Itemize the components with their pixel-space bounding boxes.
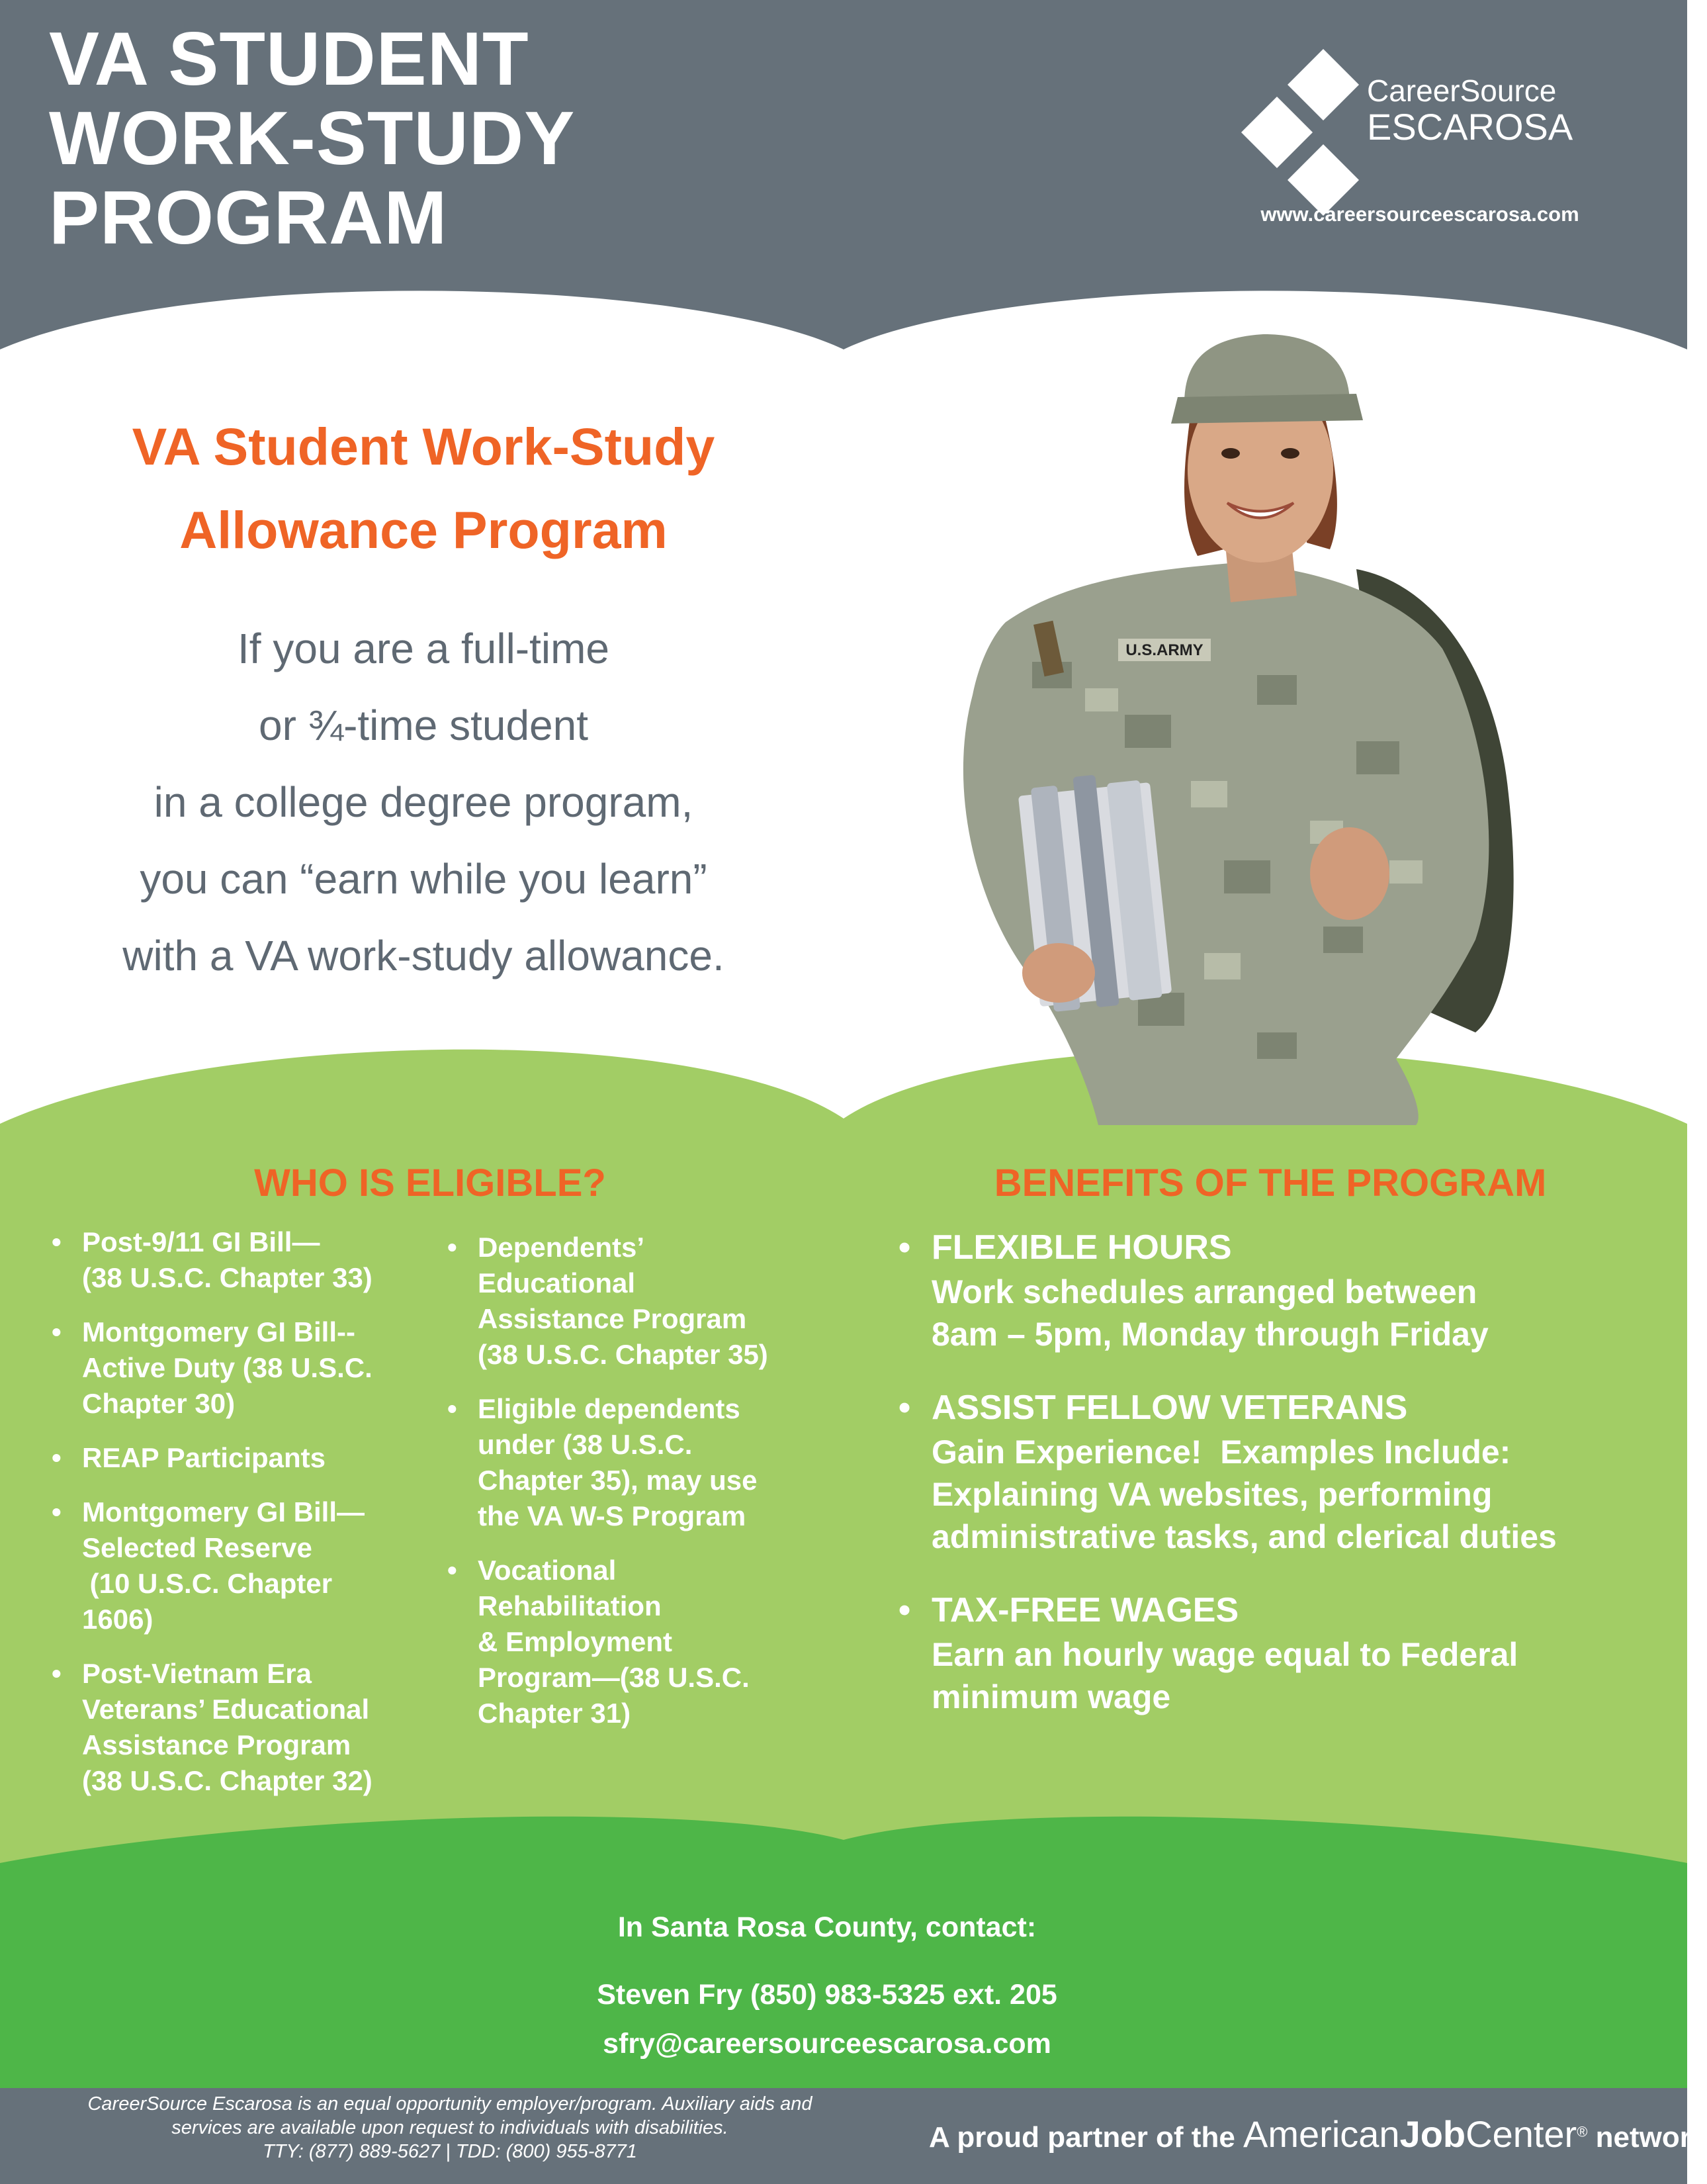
list-item-line: Montgomery GI Bill-- [82,1316,355,1347]
contact-person-phone[interactable]: Steven Fry (850) 983-5325 ext. 205 [597,1979,1057,2011]
eligible-list-col2 [447,1230,848,1750]
list-item [52,1656,453,1799]
list-item-line: Selected Reserve [82,1532,312,1563]
intro-line: in a college degree program, [153,778,693,826]
bullet-icon: • [447,1232,457,1263]
list-item [447,1553,848,1731]
list-item-line: Program—(38 U.S.C. [478,1662,750,1693]
bullet-icon: • [898,1228,911,1267]
list-item [52,1224,453,1296]
benefit-item [898,1224,1659,1355]
list-item [52,1440,453,1476]
benefit-desc-line: Earn an hourly wage equal to Federal [932,1636,1518,1673]
eligible-heading: WHO IS ELIGIBLE? [254,1161,606,1205]
partner-american: American [1243,2113,1400,2155]
benefit-desc-line: Explaining VA websites, performing [932,1476,1493,1513]
benefit-item [898,1385,1659,1558]
smiling-female-soldier-with-books-image [963,334,1514,1125]
list-item-line: Rehabilitation [478,1590,662,1621]
list-item-line: Educational [478,1267,636,1298]
list-item-line: REAP Participants [82,1442,326,1473]
intro-line: with a VA work-study allowance. [122,932,724,979]
list-item [447,1230,848,1373]
logo-line-2: ESCAROSA [1367,106,1573,148]
benefit-desc-line: administrative tasks, and clerical duties [932,1518,1557,1555]
bullet-icon: • [52,1442,62,1473]
partner-job: Job [1399,2113,1466,2155]
list-item-line: Eligible dependents [478,1393,740,1424]
bullet-icon: • [898,1388,911,1427]
benefit-desc-line: Work schedules arranged between [932,1273,1477,1310]
partner-prefix: A proud partner of the [929,2121,1244,2154]
title-line: VA STUDENT [49,17,529,101]
list-item-line: under (38 U.S.C. [478,1429,693,1460]
list-item-line: Chapter 30) [82,1388,236,1419]
bullet-icon: • [52,1496,62,1527]
subheading-line: VA Student Work-Study [132,417,715,476]
page-title [49,17,576,260]
svg-text:U.S.ARMY: U.S.ARMY [1125,641,1204,659]
bullet-icon: • [52,1316,62,1347]
contact-intro: In Santa Rosa County, contact: [617,1911,1037,1943]
list-item [52,1314,453,1422]
list-item-line: (38 U.S.C. Chapter 35) [478,1339,768,1370]
title-line: WORK-STUDY [49,97,576,181]
website-link[interactable]: www.careersourceescarosa.com [1260,203,1579,226]
list-item-line: (38 U.S.C. Chapter 33) [82,1262,372,1293]
bullet-icon: • [52,1226,62,1257]
trademark-icon: ® [1577,2123,1588,2140]
benefit-title: TAX-FREE WAGES [932,1591,1239,1629]
partner-center: Center [1466,2113,1577,2155]
benefits-list [898,1224,1659,1747]
notice-line: CareerSource Escarosa is an equal opportunity employer/program. Auxiliary aids and [87,2093,812,2115]
list-item-line: (38 U.S.C. Chapter 32) [82,1765,372,1796]
list-item-line: Chapter 35), may use [478,1465,758,1496]
title-line: PROGRAM [49,176,448,260]
benefits-heading: BENEFITS OF THE PROGRAM [994,1161,1547,1205]
program-subheading [40,405,807,572]
bullet-icon: • [898,1591,911,1629]
list-item-line: Dependents’ [478,1232,645,1263]
list-item-line: Assistance Program [478,1303,747,1334]
equal-opportunity-notice [26,2092,873,2163]
list-item-line: Chapter 31) [478,1698,631,1729]
list-item-line: Vocational [478,1555,617,1586]
list-item-line: 1606) [82,1604,153,1635]
list-item-line: Active Duty (38 U.S.C. [82,1352,372,1383]
benefit-title: FLEXIBLE HOURS [932,1228,1232,1267]
logo-line-1: CareerSource [1367,73,1557,108]
list-item-line: Post-9/11 GI Bill— [82,1226,320,1257]
intro-line: you can “earn while you learn” [140,855,707,903]
list-item-line: (10 U.S.C. Chapter [82,1568,333,1599]
eligible-list-col1 [52,1224,453,1817]
benefit-desc-line: 8am – 5pm, Monday through Friday [932,1316,1489,1353]
partner-suffix: network [1587,2121,1707,2154]
intro-line: or ¾-time student [259,702,588,749]
list-item-line: Montgomery GI Bill— [82,1496,365,1527]
intro-line: If you are a full-time [238,625,609,672]
american-job-center-partner-logo [929,2113,1707,2156]
benefit-desc-line: minimum wage [932,1678,1171,1715]
list-item-line: Assistance Program [82,1729,351,1760]
intro-paragraph [26,610,820,994]
notice-line: services are available upon request to individuals with disabilities. [171,2117,728,2138]
benefit-desc-line: Gain Experience! Examples Include: [932,1433,1511,1471]
benefit-title: ASSIST FELLOW VETERANS [932,1388,1408,1427]
bullet-icon: • [52,1658,62,1689]
list-item-line: Post-Vietnam Era [82,1658,312,1689]
subheading-line: Allowance Program [179,500,668,559]
notice-line: TTY: (877) 889-5627 | TDD: (800) 955-8771 [263,2141,637,2162]
careersource-logo-text [1367,74,1573,147]
benefit-description [932,1431,1659,1558]
list-item-line: & Employment [478,1626,673,1657]
list-item-line: Veterans’ Educational [82,1694,370,1725]
bullet-icon: • [447,1393,457,1424]
benefit-item [898,1587,1659,1718]
benefit-description [932,1633,1659,1718]
list-item [52,1494,453,1637]
list-item-line: the VA W-S Program [478,1500,746,1531]
list-item [447,1391,848,1534]
contact-email-link[interactable]: sfry@careersourceescarosa.com [603,2028,1051,2060]
bullet-icon: • [447,1555,457,1586]
benefit-description [932,1271,1659,1355]
